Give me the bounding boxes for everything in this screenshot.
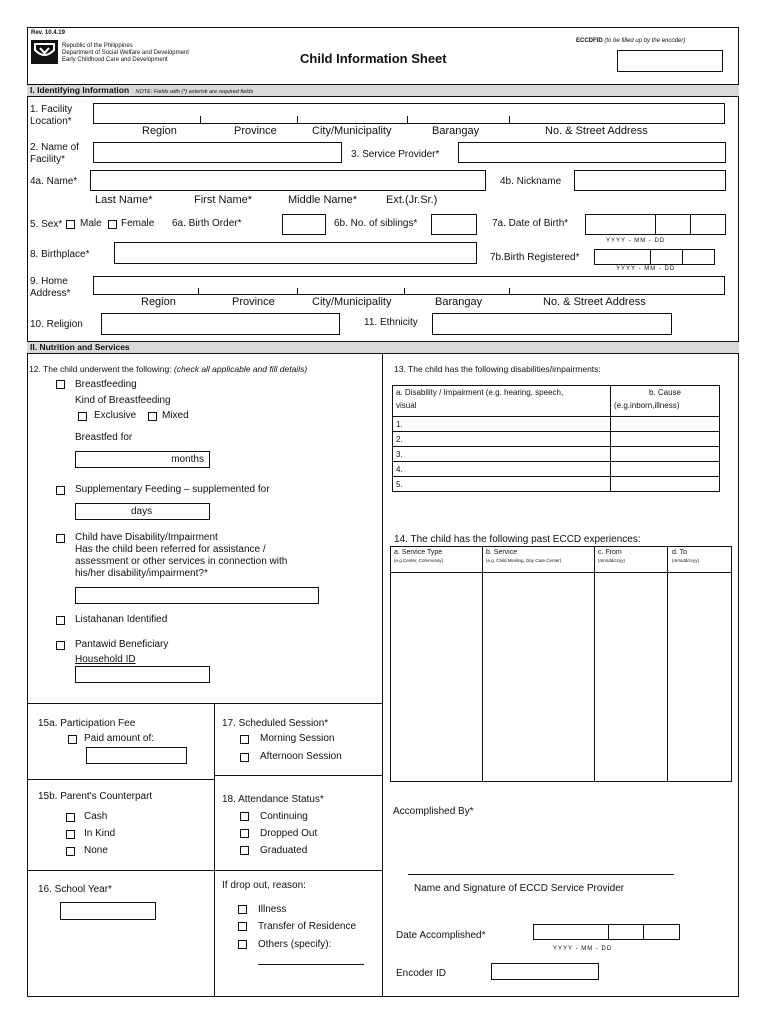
birth-registered-divider (650, 249, 651, 265)
eccd-col-divider (594, 546, 595, 782)
disability-line-2: Has the child been referred for assistance / (75, 544, 266, 555)
female-checkbox[interactable] (108, 220, 117, 229)
q13-col-b-line2: (e.g.inborn,illness) (614, 401, 680, 410)
facility-location-input[interactable] (93, 103, 725, 124)
paid-amount-input[interactable] (86, 747, 187, 764)
facility-addr-region: Region (142, 125, 177, 137)
graduated-checkbox[interactable] (240, 846, 249, 855)
counterpart-label: 15b. Parent's Counterpart (38, 791, 153, 802)
q13-cause-2[interactable] (611, 432, 720, 447)
paid-amount-label: Paid amount of: (84, 733, 155, 744)
org-line-2: Department of Social Welfare and Development (62, 50, 189, 56)
q12-label (29, 363, 307, 375)
facility-addr-barangay: Barangay (432, 125, 480, 137)
addr-tick (407, 116, 408, 124)
encoder-id-label: Encoder ID (396, 968, 447, 979)
ethnicity-input[interactable] (432, 313, 672, 335)
service-provider-input[interactable] (458, 142, 726, 163)
name-input[interactable] (90, 170, 486, 191)
table-row (393, 462, 720, 477)
name-label: 4a. Name* (30, 176, 78, 187)
eccdid-text: ECCDFID (576, 38, 603, 44)
disability-line-3: assessment or other services in connection with (75, 556, 288, 567)
q13-cause-4[interactable] (611, 462, 720, 477)
disability-line-4: his/her disability/impairment?* (75, 568, 208, 579)
afternoon-session-checkbox[interactable] (240, 753, 249, 762)
q13-col-a-header (393, 386, 611, 417)
eccd-col-service: b. Service (486, 549, 518, 556)
eccd-col-divider (667, 546, 668, 782)
date-accomplished-divider (643, 924, 644, 940)
sex-label: 5. Sex* (30, 219, 63, 230)
dob-divider (655, 214, 656, 235)
service-provider-label: 3. Service Provider* (351, 149, 440, 160)
afternoon-session-label: Afternoon Session (260, 751, 342, 762)
eccd-col-from-sub: (mm/dd/ccyy) (598, 558, 625, 563)
others-label: Others (specify): (258, 939, 332, 950)
date-accomplished-input[interactable] (533, 924, 680, 940)
breastfed-months-input[interactable] (75, 451, 210, 468)
exclusive-checkbox[interactable] (78, 412, 87, 421)
eccd-col-from: c. From (598, 549, 622, 556)
section-2-title: II. Nutrition and Services (30, 342, 130, 352)
facility-name-input[interactable] (93, 142, 342, 163)
attendance-label: 18. Attendance Status* (222, 794, 324, 805)
supplementary-checkbox[interactable] (56, 486, 65, 495)
birth-registered-divider (682, 249, 683, 265)
home-address-input[interactable] (93, 276, 725, 295)
name-part-first: First Name* (194, 194, 253, 206)
pantawid-checkbox[interactable] (56, 641, 65, 650)
row-divider (214, 775, 382, 776)
addr-tick (200, 116, 201, 124)
birthplace-label: 8. Birthplace* (30, 249, 90, 260)
signature-line[interactable] (408, 874, 674, 875)
date-accomplished-label: Date Accomplished* (396, 930, 486, 941)
school-year-input[interactable] (60, 902, 156, 920)
siblings-label: 6b. No. of siblings* (334, 218, 418, 229)
eccd-experience-table (390, 546, 732, 782)
dropout-label: If drop out, reason: (222, 880, 306, 891)
table-row (393, 477, 720, 492)
supplementary-days-input[interactable] (75, 503, 210, 520)
breastfed-for-label: Breastfed for (75, 432, 133, 443)
fee-label: 15a. Participation Fee (38, 718, 136, 729)
date-accomplished-format: YYYY - MM - DD (553, 946, 613, 952)
birth-order-label: 6a. Birth Order* (172, 218, 242, 229)
home-addr-city: City/Municipality (312, 296, 392, 308)
column-divider (214, 703, 215, 997)
eccdid-note: (to be filled up by the encoder) (604, 38, 686, 44)
home-addr-region: Region (141, 296, 176, 308)
in-kind-checkbox[interactable] (66, 830, 75, 839)
q13-row-5[interactable]: 5. (393, 477, 611, 492)
nickname-label: 4b. Nickname (500, 176, 562, 187)
q13-row-1[interactable]: 1. (393, 417, 611, 432)
household-id-label: Household ID (75, 654, 136, 665)
birth-registered-label: 7b.Birth Registered* (490, 252, 580, 263)
dob-divider (690, 214, 691, 235)
mixed-label: Mixed (162, 410, 189, 421)
q13-row-4[interactable]: 4. (393, 462, 611, 477)
graduated-label: Graduated (260, 845, 308, 856)
facility-addr-street: No. & Street Address (545, 125, 648, 137)
facility-addr-province: Province (234, 125, 277, 137)
table-row (393, 432, 720, 447)
org-line-1: Republic of the Philippines (62, 43, 133, 49)
eccdid-label (576, 38, 685, 45)
school-year-label: 16. School Year* (38, 884, 112, 895)
org-line-3: Early Childhood Care and Development (62, 57, 168, 63)
continuing-checkbox[interactable] (240, 812, 249, 821)
encoder-id-input[interactable] (491, 963, 599, 980)
name-part-last: Last Name* (95, 194, 153, 206)
session-label: 17. Scheduled Session* (222, 718, 329, 729)
q13-label: 13. The child has the following disabilities/impairments: (394, 364, 601, 374)
cash-checkbox[interactable] (66, 813, 75, 822)
q12-text: 12. The child underwent the following: (29, 364, 172, 374)
q13-cause-1[interactable] (611, 417, 720, 432)
male-label: Male (80, 218, 102, 229)
q13-col-a-line1: a. Disability / Impairment (e.g. hearing, speech, (396, 388, 564, 397)
q13-cause-5[interactable] (611, 477, 720, 492)
transfer-label: Transfer of Residence (258, 921, 357, 932)
supplementary-label: Supplementary Feeding – supplemented for (75, 484, 270, 495)
eccd-col-to: d. To (672, 549, 688, 556)
row-divider (214, 870, 382, 871)
signature-caption: Name and Signature of ECCD Service Provider (414, 883, 625, 894)
birth-registered-input[interactable] (594, 249, 715, 265)
q13-row-2[interactable]: 2. (393, 432, 611, 447)
paid-amount-checkbox[interactable] (68, 735, 77, 744)
dropped-out-checkbox[interactable] (240, 829, 249, 838)
row-divider (27, 870, 214, 871)
ethnicity-label: 11. Ethnicity (364, 317, 418, 328)
addr-tick (404, 288, 405, 295)
dob-label: 7a. Date of Birth* (492, 218, 569, 229)
female-label: Female (121, 218, 155, 229)
cash-label: Cash (84, 811, 108, 822)
eccd-col-to-sub: (mm/dd/ccyy) (672, 558, 699, 563)
addr-tick (509, 116, 510, 124)
male-checkbox[interactable] (66, 220, 75, 229)
dswd-logo (31, 40, 58, 64)
row-divider (27, 703, 382, 704)
in-kind-label: In Kind (84, 828, 116, 839)
birth-registered-format: YYYY - MM - DD (616, 266, 676, 272)
disabilities-table (392, 385, 720, 492)
section-nutrition-services (27, 341, 739, 354)
transfer-checkbox[interactable] (238, 922, 247, 931)
q14-label: 14. The child has the following past ECCD experiences: (394, 534, 641, 545)
eccd-col-divider (482, 546, 483, 782)
home-addr-barangay: Barangay (435, 296, 483, 308)
section-identifying-info (27, 84, 739, 97)
exclusive-label: Exclusive (94, 410, 137, 421)
listahanan-label: Listahanan Identified (75, 614, 168, 625)
addr-tick (297, 288, 298, 295)
page-title: Child Information Sheet (300, 51, 447, 66)
siblings-input[interactable] (431, 214, 477, 235)
dropped-out-label: Dropped Out (260, 828, 318, 839)
column-divider (382, 354, 383, 997)
q13-col-b-line1: b. Cause (648, 388, 682, 397)
name-part-middle: Middle Name* (288, 194, 358, 206)
religion-input[interactable] (101, 313, 340, 335)
none-label: None (84, 845, 108, 856)
home-addr-street: No. & Street Address (543, 296, 646, 308)
birthplace-input[interactable] (114, 242, 477, 264)
table-row (393, 447, 720, 462)
eccd-header-divider (390, 572, 732, 573)
religion-label: 10. Religion (30, 319, 83, 330)
q13-col-b-header (611, 386, 720, 417)
q12-note: (check all applicable and fill details) (173, 364, 308, 374)
none-checkbox[interactable] (66, 847, 75, 856)
eccd-col-service-sub: (e.g. Child Minding, Day Care Center) (486, 558, 562, 563)
disability-referral-input[interactable] (75, 587, 319, 604)
continuing-label: Continuing (260, 811, 308, 822)
days-label: days (131, 506, 153, 517)
nickname-input[interactable] (574, 170, 726, 191)
section-1-title: I. Identifying Information (30, 85, 130, 95)
q13-row-3[interactable]: 3. (393, 447, 611, 462)
listahanan-checkbox[interactable] (56, 616, 65, 625)
table-row (393, 417, 720, 432)
addr-tick (509, 288, 510, 295)
date-accomplished-divider (608, 924, 609, 940)
facility-location-label: 1. Facility Location* (30, 104, 73, 127)
disability-line-1: Child have Disability/Impairment (75, 532, 218, 543)
morning-session-checkbox[interactable] (240, 735, 249, 744)
illness-checkbox[interactable] (238, 905, 247, 914)
others-specify-line[interactable] (258, 964, 364, 965)
breastfeeding-checkbox[interactable] (56, 380, 65, 389)
q13-col-a-line2: visual (396, 401, 417, 410)
others-checkbox[interactable] (238, 940, 247, 949)
facility-addr-city: City/Municipality (312, 125, 392, 137)
eccdid-input[interactable] (617, 50, 723, 72)
mixed-checkbox[interactable] (148, 412, 157, 421)
home-address-label: 9. Home Address* (30, 276, 71, 299)
eccd-col-service-type: a. Service Type (394, 549, 443, 556)
illness-label: Illness (258, 904, 287, 915)
kind-of-bf-label: Kind of Breastfeeding (75, 395, 171, 406)
addr-tick (297, 116, 298, 124)
q13-cause-3[interactable] (611, 447, 720, 462)
row-divider (27, 779, 214, 780)
addr-tick (198, 288, 199, 295)
disability-checkbox[interactable] (56, 534, 65, 543)
home-addr-province: Province (232, 296, 275, 308)
dob-format: YYYY - MM - DD (606, 238, 666, 244)
name-part-ext: Ext.(Jr.Sr.) (386, 194, 438, 206)
section-1-note: NOTE: Fields with (*) asterisk are required fields (135, 89, 254, 95)
household-id-input[interactable] (75, 666, 210, 683)
pantawid-label: Pantawid Beneficiary (75, 639, 169, 650)
breastfeeding-label: Breastfeeding (75, 379, 137, 390)
birth-order-input[interactable] (282, 214, 326, 235)
morning-session-label: Morning Session (260, 733, 335, 744)
revision-label: Rev. 10.4.19 (31, 30, 65, 36)
accomplished-by-label: Accomplished By* (393, 806, 474, 817)
months-label: months (171, 454, 204, 465)
eccd-col-service-type-sub: (e.g.Center, Community) (394, 558, 444, 563)
facility-name-label: 2. Name of Facility* (30, 142, 79, 165)
